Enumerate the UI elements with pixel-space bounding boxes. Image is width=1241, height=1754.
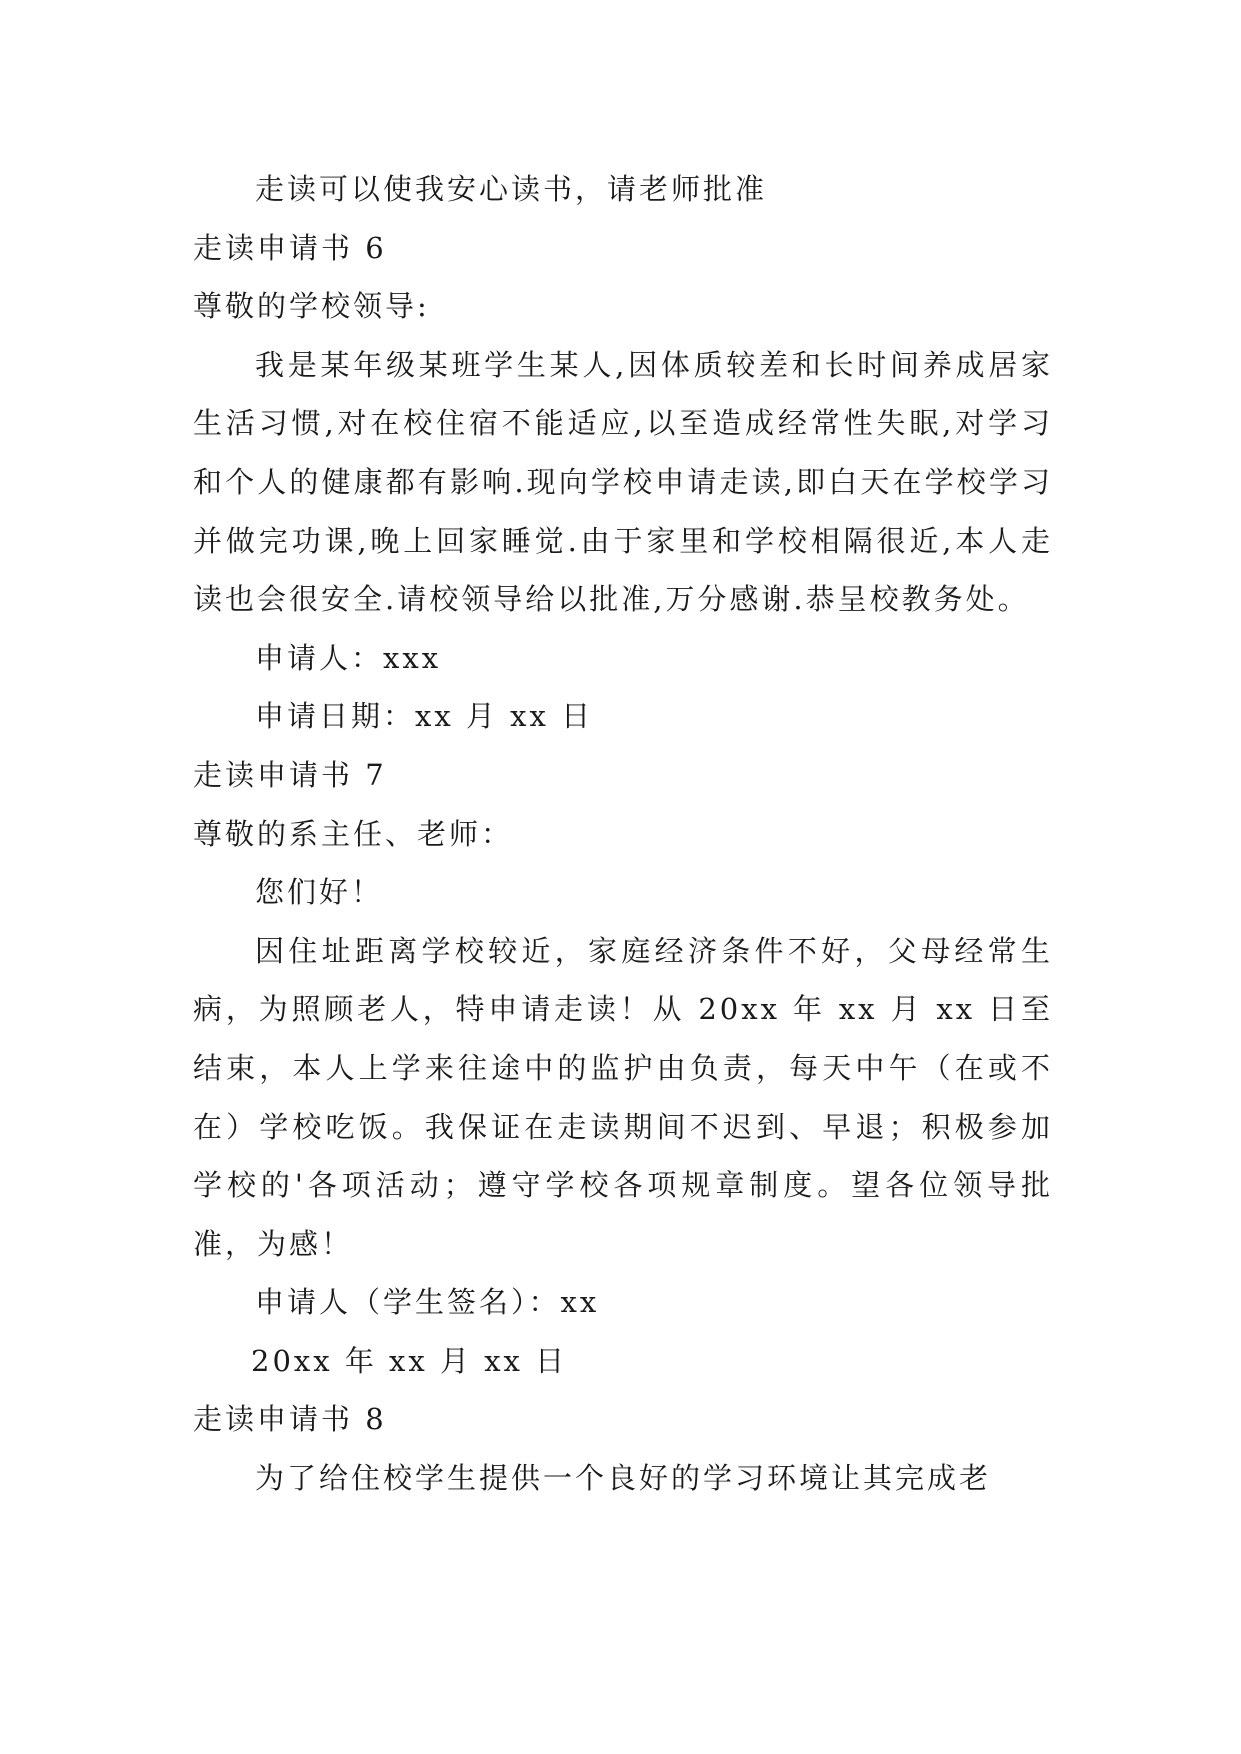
applicant-signature-7: 申请人（学生签名）：xx: [255, 1285, 600, 1320]
document-body: [193, 160, 1053, 1508]
section-heading-7: 走读申请书 7: [193, 757, 387, 792]
body-paragraph-6: 我是某年级某班学生某人,因体质较差和长时间养成居家生活习惯,对在校住宿不能适应,以至造成经常性失眠,对学习和个人的健康都有影响.现向学校申请走读,即白天在学校学习并做完功课,晚上回家睡觉.由于家里和学校相隔很近,本人走读也会很安全.请校领导给以批准,万分感谢.恭呈校教务处。: [193, 347, 1053, 617]
applicant-6: 申请人：xxx: [255, 640, 442, 675]
body-paragraph-7: 因住址距离学校较近，家庭经济条件不好，父母经常生病，为照顾老人，特申请走读！从 20xx 年 xx 月 xx 日至结束，本人上学来往途中的监护由负责，每天中午（在或不在）学校吃饭。我保证在走读期间不迟到、早退；积极参加学校的'各项活动；遵守学校各项规章制度。望各位领导批准，为感！: [193, 933, 1053, 1261]
paragraph-closing-request-5: 走读可以使我安心读书，请老师批准: [255, 172, 768, 206]
application-date-6: 申请日期：xx 月 xx 日: [255, 699, 594, 734]
application-date-7: 20xx 年 xx 月 xx 日: [251, 1343, 568, 1378]
section-heading-8: 走读申请书 8: [193, 1402, 387, 1437]
greeting-7: 您们好！: [255, 875, 384, 910]
body-paragraph-8: 为了给住校学生提供一个良好的学习环境让其完成老: [255, 1461, 992, 1496]
salutation-6: 尊敬的学校领导:: [193, 289, 430, 324]
salutation-7: 尊敬的系主任、老师：: [193, 816, 514, 851]
section-heading-6: 走读申请书 6: [193, 230, 387, 265]
